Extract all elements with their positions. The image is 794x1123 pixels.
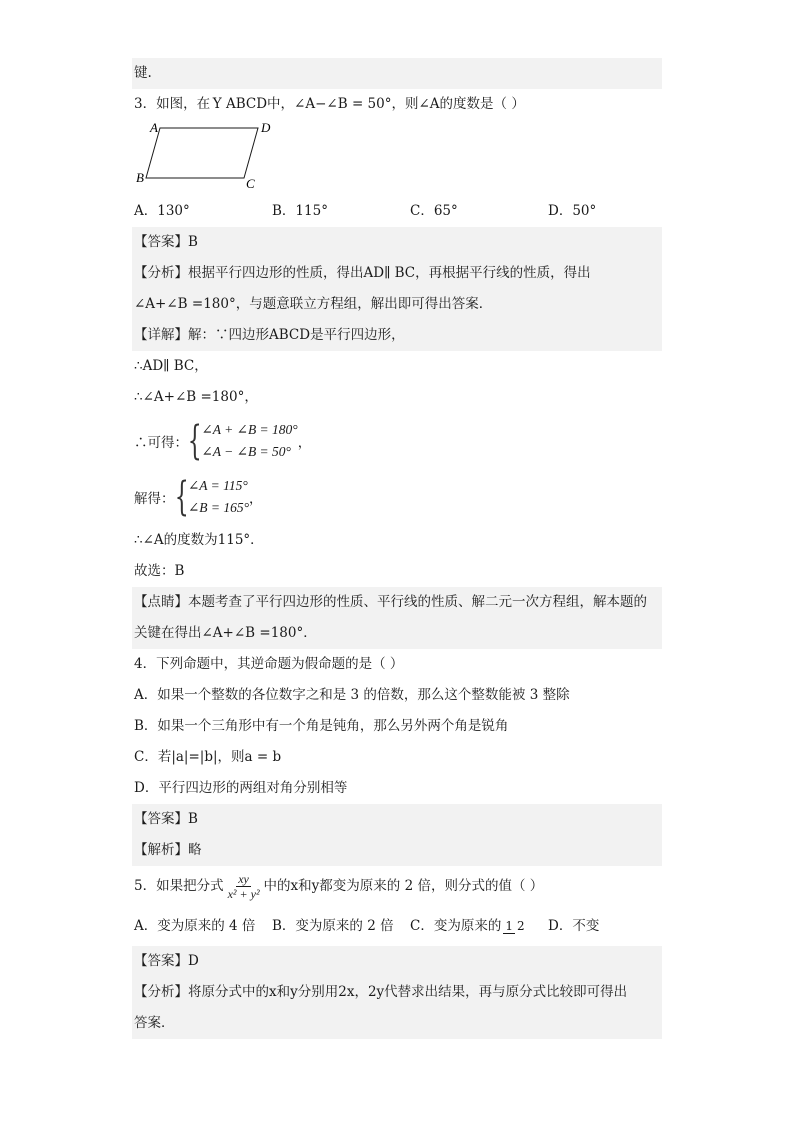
q3-analysis-line-1: 【分析】根据平行四边形的性质，得出AD∥ BC，再根据平行线的性质，得出: [134, 265, 591, 281]
q5-analysis-line-2: 答案．: [134, 1015, 175, 1031]
q4-option-b: B．如果一个三角形中有一个角是钝角，那么另外两个角是锐角: [134, 718, 509, 734]
q4-analysis: 【解析】略: [134, 842, 202, 858]
q3-system1-suffix: ，: [297, 435, 312, 451]
q5-solution-block: [132, 946, 662, 1039]
q5-option-c-denominator: 2: [516, 919, 525, 933]
q5-stem-prefix: 5．如果把分式: [134, 878, 224, 894]
q4-option-d: D．平行四边形的两组对角分别相等: [134, 780, 348, 796]
q4-stem: 4．下列命题中，其逆命题为假命题的是（ ）: [134, 656, 404, 672]
q4-option-c: C．若|a|=|b|，则a = b: [134, 749, 282, 765]
q5-stem: [132, 866, 662, 906]
q5-option-c-fraction: [503, 919, 526, 934]
q4-solution-block: [132, 804, 662, 866]
q3-detail-line-1: 【详解】解：∵四边形ABCD是平行四边形，: [134, 327, 405, 343]
q5-option-b: B．变为原来的 2 倍: [272, 918, 394, 934]
vertex-label-c: C: [246, 176, 255, 191]
q5-answer: 【答案】D: [134, 953, 199, 969]
q3-detail-line-2: ∴AD∥ BC，: [134, 358, 208, 374]
q3-option-a: A．130°: [134, 203, 190, 219]
q3-system2-eq1: ∠A = 115°: [187, 478, 248, 493]
q5-option-d: D．不变: [548, 918, 600, 934]
vertex-label-b: B: [136, 170, 144, 185]
q4-option-a: A．如果一个整数的各位数字之和是 3 的倍数，那么这个整数能被 3 整除: [134, 687, 570, 703]
q3-detail-line-3: ∴∠A+∠B =180°，: [134, 389, 258, 405]
vertex-label-d: D: [261, 120, 271, 135]
left-brace-icon: {: [187, 418, 202, 464]
q3-system2-equations: [188, 475, 249, 519]
q4-answer: 【答案】B: [134, 811, 198, 827]
q3-system2-prefix: 解得：: [134, 491, 175, 507]
q3-system1-eq1: ∠A + ∠B = 180°: [201, 422, 298, 437]
parallelogram-figure: [132, 120, 662, 196]
q5-analysis-line-1: 【分析】将原分式中的x和y分别用2x，2y代替求出结果，再与原分式比较即可得出: [134, 984, 628, 1000]
q3-options: [132, 196, 662, 227]
q3-equation-system-2: [132, 469, 662, 525]
parallelogram-diagram: [132, 120, 292, 196]
q3-detail-line-6: ∴∠A的度数为115°．: [134, 532, 264, 548]
q3-option-b: B．115°: [272, 203, 328, 219]
q3-option-d: D．50°: [548, 203, 597, 219]
q3-comment-line-1: 【点睛】本题考查了平行四边形的性质、平行线的性质、解二元一次方程组，解本题的: [134, 594, 647, 610]
q3-equation-system-1: [132, 413, 662, 469]
q3-system1-equations: [201, 419, 297, 463]
vertex-label-a: A: [150, 120, 158, 135]
q5-options: [132, 906, 662, 946]
q3-comment-block: [132, 587, 662, 649]
q3-comment-line-2: 关键在得出∠A+∠B =180°．: [134, 625, 317, 641]
q5-stem-suffix: 中的x和y都变为原来的 2 倍，则分式的值（ ）: [263, 878, 544, 894]
q5-option-a: A．变为原来的 4 倍: [134, 918, 256, 934]
q3-choice: 故选：B: [134, 563, 185, 579]
q3-system1-prefix: ∴可得：: [134, 435, 188, 451]
q3-analysis-line-2: ∠A+∠B =180°，与题意联立方程组，解出即可得出答案．: [134, 296, 493, 312]
q3-answer: 【答案】B: [134, 234, 198, 250]
q5-fraction: [226, 872, 262, 901]
q3-system1-eq2: ∠A − ∠B = 50°: [201, 444, 291, 459]
left-brace-icon: {: [174, 474, 189, 520]
document-page: [132, 58, 662, 1039]
q3-option-c: C．65°: [410, 203, 458, 219]
q3-solution-block: [132, 227, 662, 351]
prev-fragment: 键.: [132, 58, 662, 89]
q5-option-c: [410, 906, 548, 946]
q5-option-c-text: C．变为原来的: [410, 918, 502, 934]
q3-system2-eq2: ∠B = 165°: [187, 500, 250, 515]
q5-option-c-numerator: 1: [505, 919, 513, 933]
q5-fraction-numerator: xy: [238, 872, 249, 886]
q5-fraction-denominator: x² + y²: [227, 887, 260, 901]
q3-system2-suffix: ，: [249, 491, 263, 507]
q3-stem: 3．如图，在 Y ABCD中，∠A−∠B = 50°，则∠A的度数是（ ）: [134, 96, 525, 112]
